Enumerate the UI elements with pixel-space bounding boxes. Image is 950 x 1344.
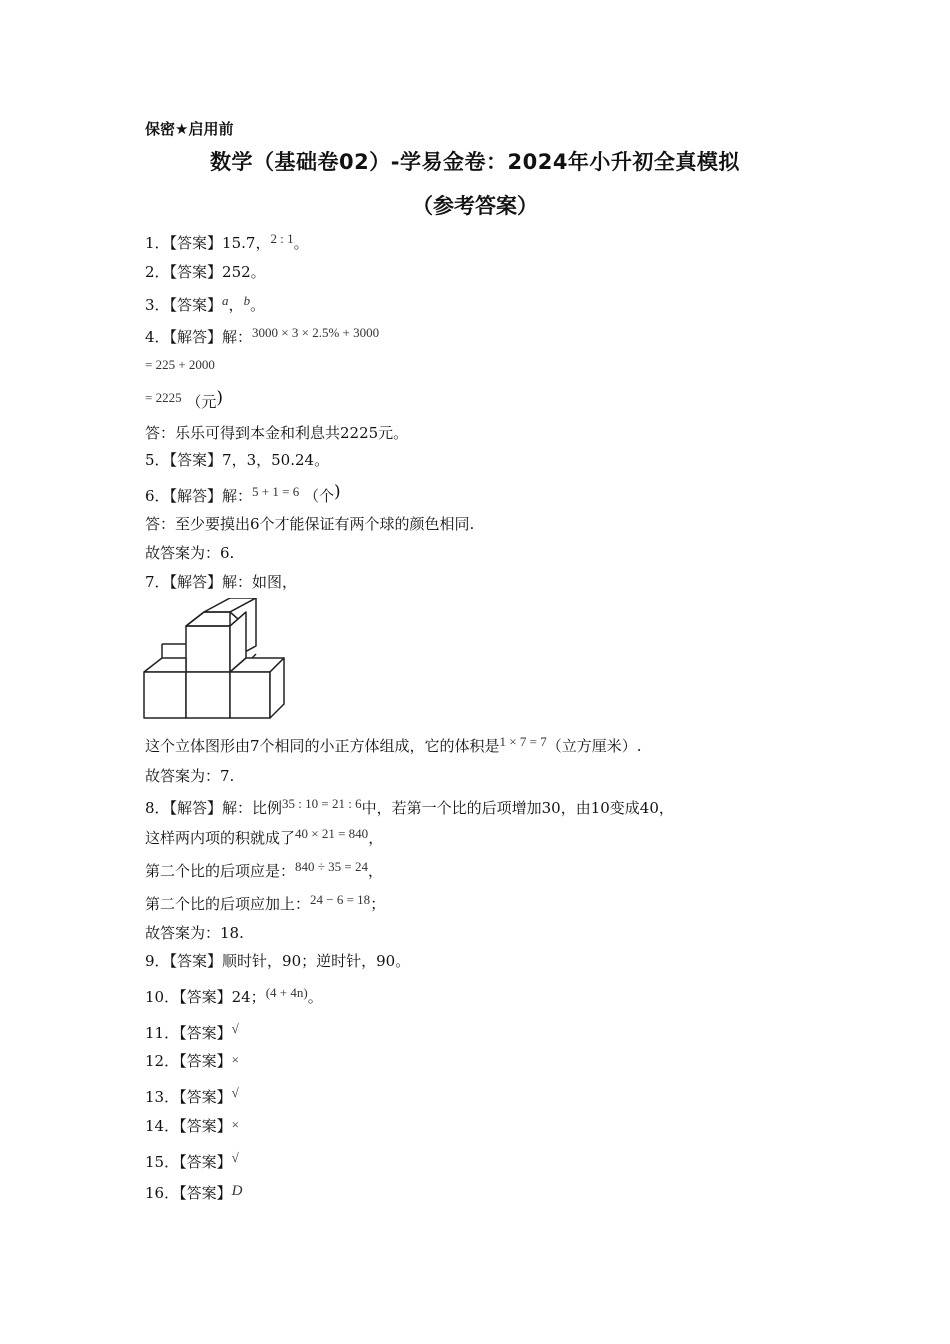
- answer-4-step-2: [145, 357, 215, 379]
- answer-2: 2．【答案】252。: [145, 263, 266, 281]
- answer-5: 5．【答案】7，3，50.24。: [145, 451, 330, 469]
- answer-4-formula-2: = 225 + 2000: [145, 357, 215, 372]
- answer-11-mark: √: [231, 1021, 239, 1036]
- answer-15: [145, 1150, 239, 1172]
- answer-4-conclusion: 答：乐乐可得到本金和利息共2225元。: [145, 424, 409, 442]
- answer-3-var-b: b: [243, 293, 251, 308]
- answer-6: [145, 482, 341, 506]
- answer-13: [145, 1085, 239, 1107]
- answer-14-mark: ×: [231, 1117, 239, 1132]
- answer-4-formula-3: = 2225: [145, 390, 182, 405]
- answer-12: [145, 1052, 239, 1071]
- answer-4-unit: （元: [186, 393, 217, 411]
- answer-8-formula-4: 24 − 6 = 18: [310, 892, 371, 907]
- answer-8: [145, 796, 674, 818]
- answer-7-final: 故答案为：7.: [145, 767, 235, 785]
- answer-3-sep: ，: [228, 296, 244, 314]
- cube-figure: [142, 598, 292, 722]
- answer-8-text-3: 第二个比的后项应是：: [145, 862, 296, 880]
- cube-left-top: [144, 658, 186, 672]
- answer-6-conclusion: 答：至少要摸出6个才能保证有两个球的颜色相同.: [145, 515, 475, 533]
- answer-8-text-1: 中，若第一个比的后项增加30，由10变成40，: [361, 799, 674, 817]
- cube-upper-front: [186, 626, 230, 672]
- answer-10-formula: (4 + 4n): [265, 985, 308, 1000]
- answer-10-suffix: 。: [307, 988, 323, 1006]
- answer-16: [145, 1184, 242, 1203]
- answer-7-unit: （立方厘米）.: [546, 737, 642, 755]
- answer-4: [145, 325, 380, 347]
- answer-8-suffix-3: ，: [367, 862, 383, 880]
- answer-11-text: 11．【答案】: [145, 1024, 232, 1042]
- answer-9: 9．【答案】顺时针，90；逆时针，90。: [145, 952, 411, 970]
- answer-11: [145, 1021, 239, 1043]
- answer-3-text: 3．【答案】: [145, 296, 223, 314]
- answer-14: [145, 1117, 239, 1136]
- answer-15-text: 15．【答案】: [145, 1153, 232, 1171]
- cube-bottom-middle: [186, 672, 230, 718]
- answer-8-text: 8．【解答】解：比例: [145, 799, 283, 817]
- answer-13-text: 13．【答案】: [145, 1088, 232, 1106]
- page-title: 数学（基础卷02）-学易金卷：2024年小升初全真模拟: [210, 150, 740, 174]
- answer-12-mark: ×: [231, 1052, 239, 1067]
- answer-4-text: 4．【解答】解：: [145, 328, 253, 346]
- answer-8-line-4: [145, 892, 386, 914]
- page-subtitle: （参考答案）: [412, 194, 538, 218]
- answer-8-text-2: 这样两内项的积就成了: [145, 829, 296, 847]
- answer-6-formula: 5 + 1 = 6: [252, 484, 300, 499]
- answer-1-formula: 2 : 1: [270, 231, 294, 246]
- answer-12-text: 12．【答案】: [145, 1052, 232, 1070]
- answer-6-final: 故答案为：6.: [145, 544, 235, 562]
- answer-8-text-4: 第二个比的后项应加上：: [145, 895, 311, 913]
- answer-15-mark: √: [231, 1150, 239, 1165]
- answer-3: [145, 293, 266, 315]
- cube-bottom-left: [144, 672, 186, 718]
- answer-7-description: [145, 734, 642, 756]
- answer-3-suffix: 。: [250, 296, 266, 314]
- answer-8-formula-2: 40 × 21 = 840: [295, 826, 369, 841]
- answer-8-suffix-2: ，: [368, 829, 384, 847]
- answer-4-formula-1: 3000 × 3 × 2.5% + 3000: [252, 325, 380, 340]
- answer-8-line-2: [145, 826, 384, 848]
- answer-6-unit: （个: [304, 487, 335, 505]
- answer-4-step-3: [145, 388, 224, 412]
- answer-3-var-a: a: [222, 293, 229, 308]
- answer-1: [145, 231, 309, 253]
- answer-6-text: 6．【解答】解：: [145, 487, 253, 505]
- answer-8-line-3: [145, 859, 383, 881]
- answer-7-formula: 1 × 7 = 7: [499, 734, 547, 749]
- answer-16-mark: D: [231, 1183, 243, 1199]
- answer-13-mark: √: [231, 1085, 239, 1100]
- answer-10: [145, 985, 323, 1007]
- answer-7: 7．【解答】解：如图，: [145, 573, 298, 591]
- answer-8-final: 故答案为：18.: [145, 924, 244, 942]
- answer-4-paren: ): [216, 388, 224, 408]
- confidential-label: 保密★启用前: [145, 120, 234, 138]
- answer-8-suffix-4: ；: [370, 895, 386, 913]
- answer-1-suffix: 。: [293, 234, 309, 252]
- answer-1-text: 1．【答案】15.7，: [145, 234, 271, 252]
- answer-6-paren: ): [334, 482, 341, 502]
- answer-8-formula-1: 35 : 10 = 21 : 6: [282, 796, 362, 811]
- answer-8-formula-3: 840 ÷ 35 = 24: [295, 859, 368, 874]
- cube-bottom-right: [230, 672, 270, 718]
- answer-7-text: 这个立体图形由7个相同的小正方体组成，它的体积是: [145, 737, 500, 755]
- answer-16-text: 16．【答案】: [145, 1184, 232, 1202]
- answer-14-text: 14．【答案】: [145, 1117, 232, 1135]
- answer-10-text: 10．【答案】24；: [145, 988, 266, 1006]
